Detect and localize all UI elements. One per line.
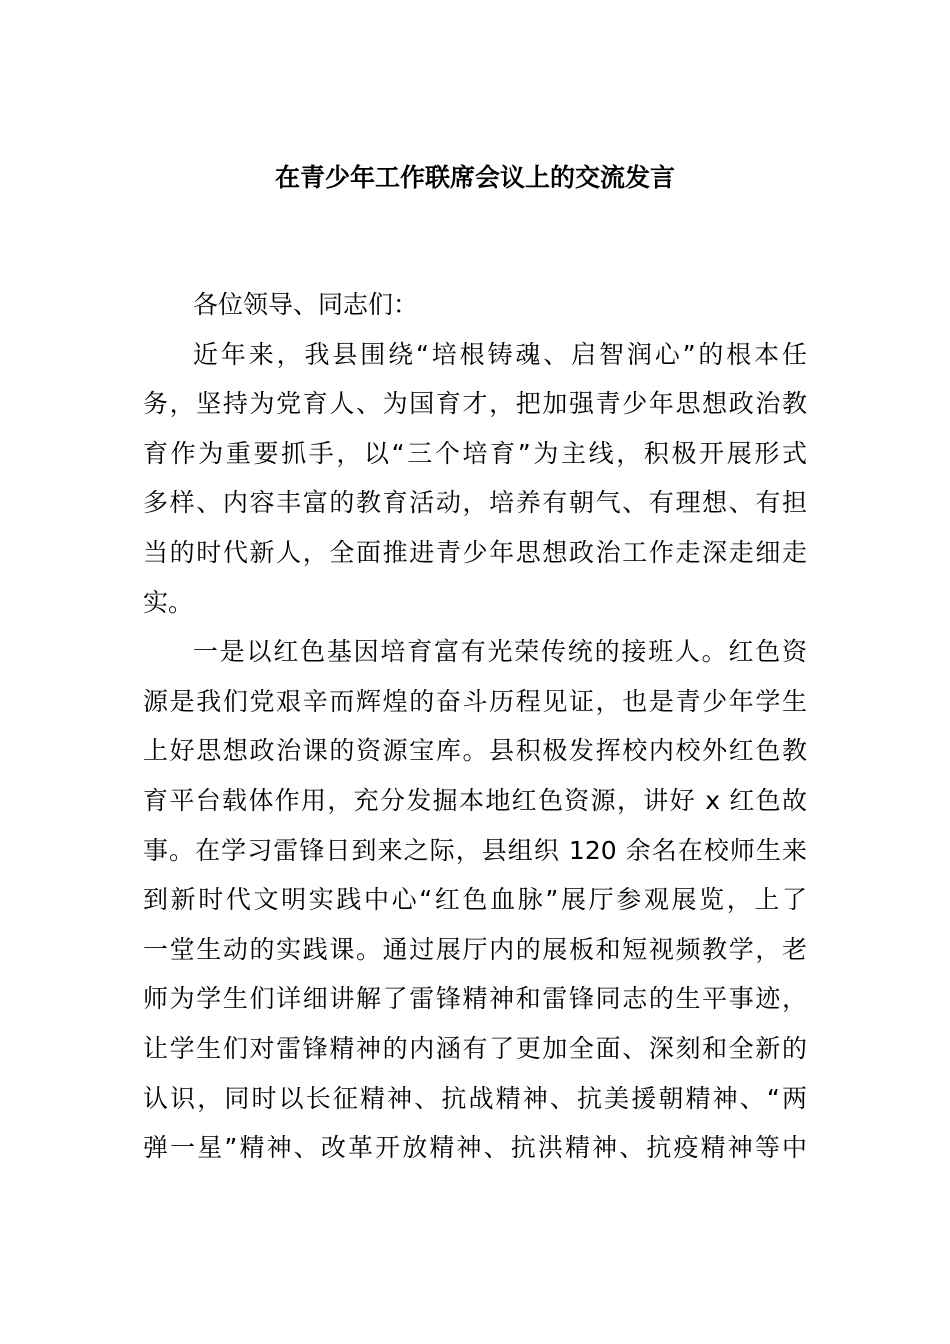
paragraph-line: 当的时代新人，全面推进青少年思想政治工作走深走细走 — [143, 537, 807, 567]
paragraph-line: 认识，同时以长征精神、抗战精神、抗美援朝精神、“两 — [143, 1083, 807, 1113]
paragraph-line: 育作为重要抓手，以“三个培育”为主线，积极开展形式 — [143, 438, 807, 468]
paragraph-line: 弹一星”精神、改革开放精神、抗洪精神、抗疫精神等中 — [143, 1133, 807, 1163]
paragraph-line: 务，坚持为党育人、为国育才，把加强青少年思想政治教 — [143, 389, 807, 419]
paragraph-line: 一堂生动的实践课。通过展厅内的展板和短视频教学，老 — [143, 934, 807, 964]
salutation-line: 各位领导、同志们： — [193, 290, 419, 319]
paragraph-line: 源是我们党艰辛而辉煌的奋斗历程见证，也是青少年学生 — [143, 686, 807, 716]
paragraph-line: 上好思想政治课的资源宝库。县积极发挥校内校外红色教 — [143, 736, 807, 766]
paragraph-line: 育平台载体作用，充分发掘本地红色资源，讲好 x 红色故 — [143, 785, 807, 815]
document-title: 在青少年工作联席会议上的交流发言 — [274, 163, 675, 192]
paragraph-line: 多样、内容丰富的教育活动，培养有朝气、有理想、有担 — [143, 488, 807, 518]
paragraph-line: 让学生们对雷锋精神的内涵有了更加全面、深刻和全新的 — [143, 1033, 807, 1063]
paragraph-line: 师为学生们详细讲解了雷锋精神和雷锋同志的生平事迹， — [143, 984, 807, 1014]
paragraph-line: 一是以红色基因培育富有光荣传统的接班人。红色资 — [193, 637, 807, 667]
document-body — [143, 280, 807, 1173]
paragraph-line: 到新时代文明实践中心“红色血脉”展厅参观展览，上了 — [143, 885, 807, 915]
paragraph-line: 实。 — [143, 587, 194, 617]
paragraph-line: 近年来，我县围绕“培根铸魂、启智润心”的根本任 — [193, 339, 807, 369]
paragraph-line: 事。在学习雷锋日到来之际，县组织 120 余名在校师生来 — [143, 835, 807, 865]
